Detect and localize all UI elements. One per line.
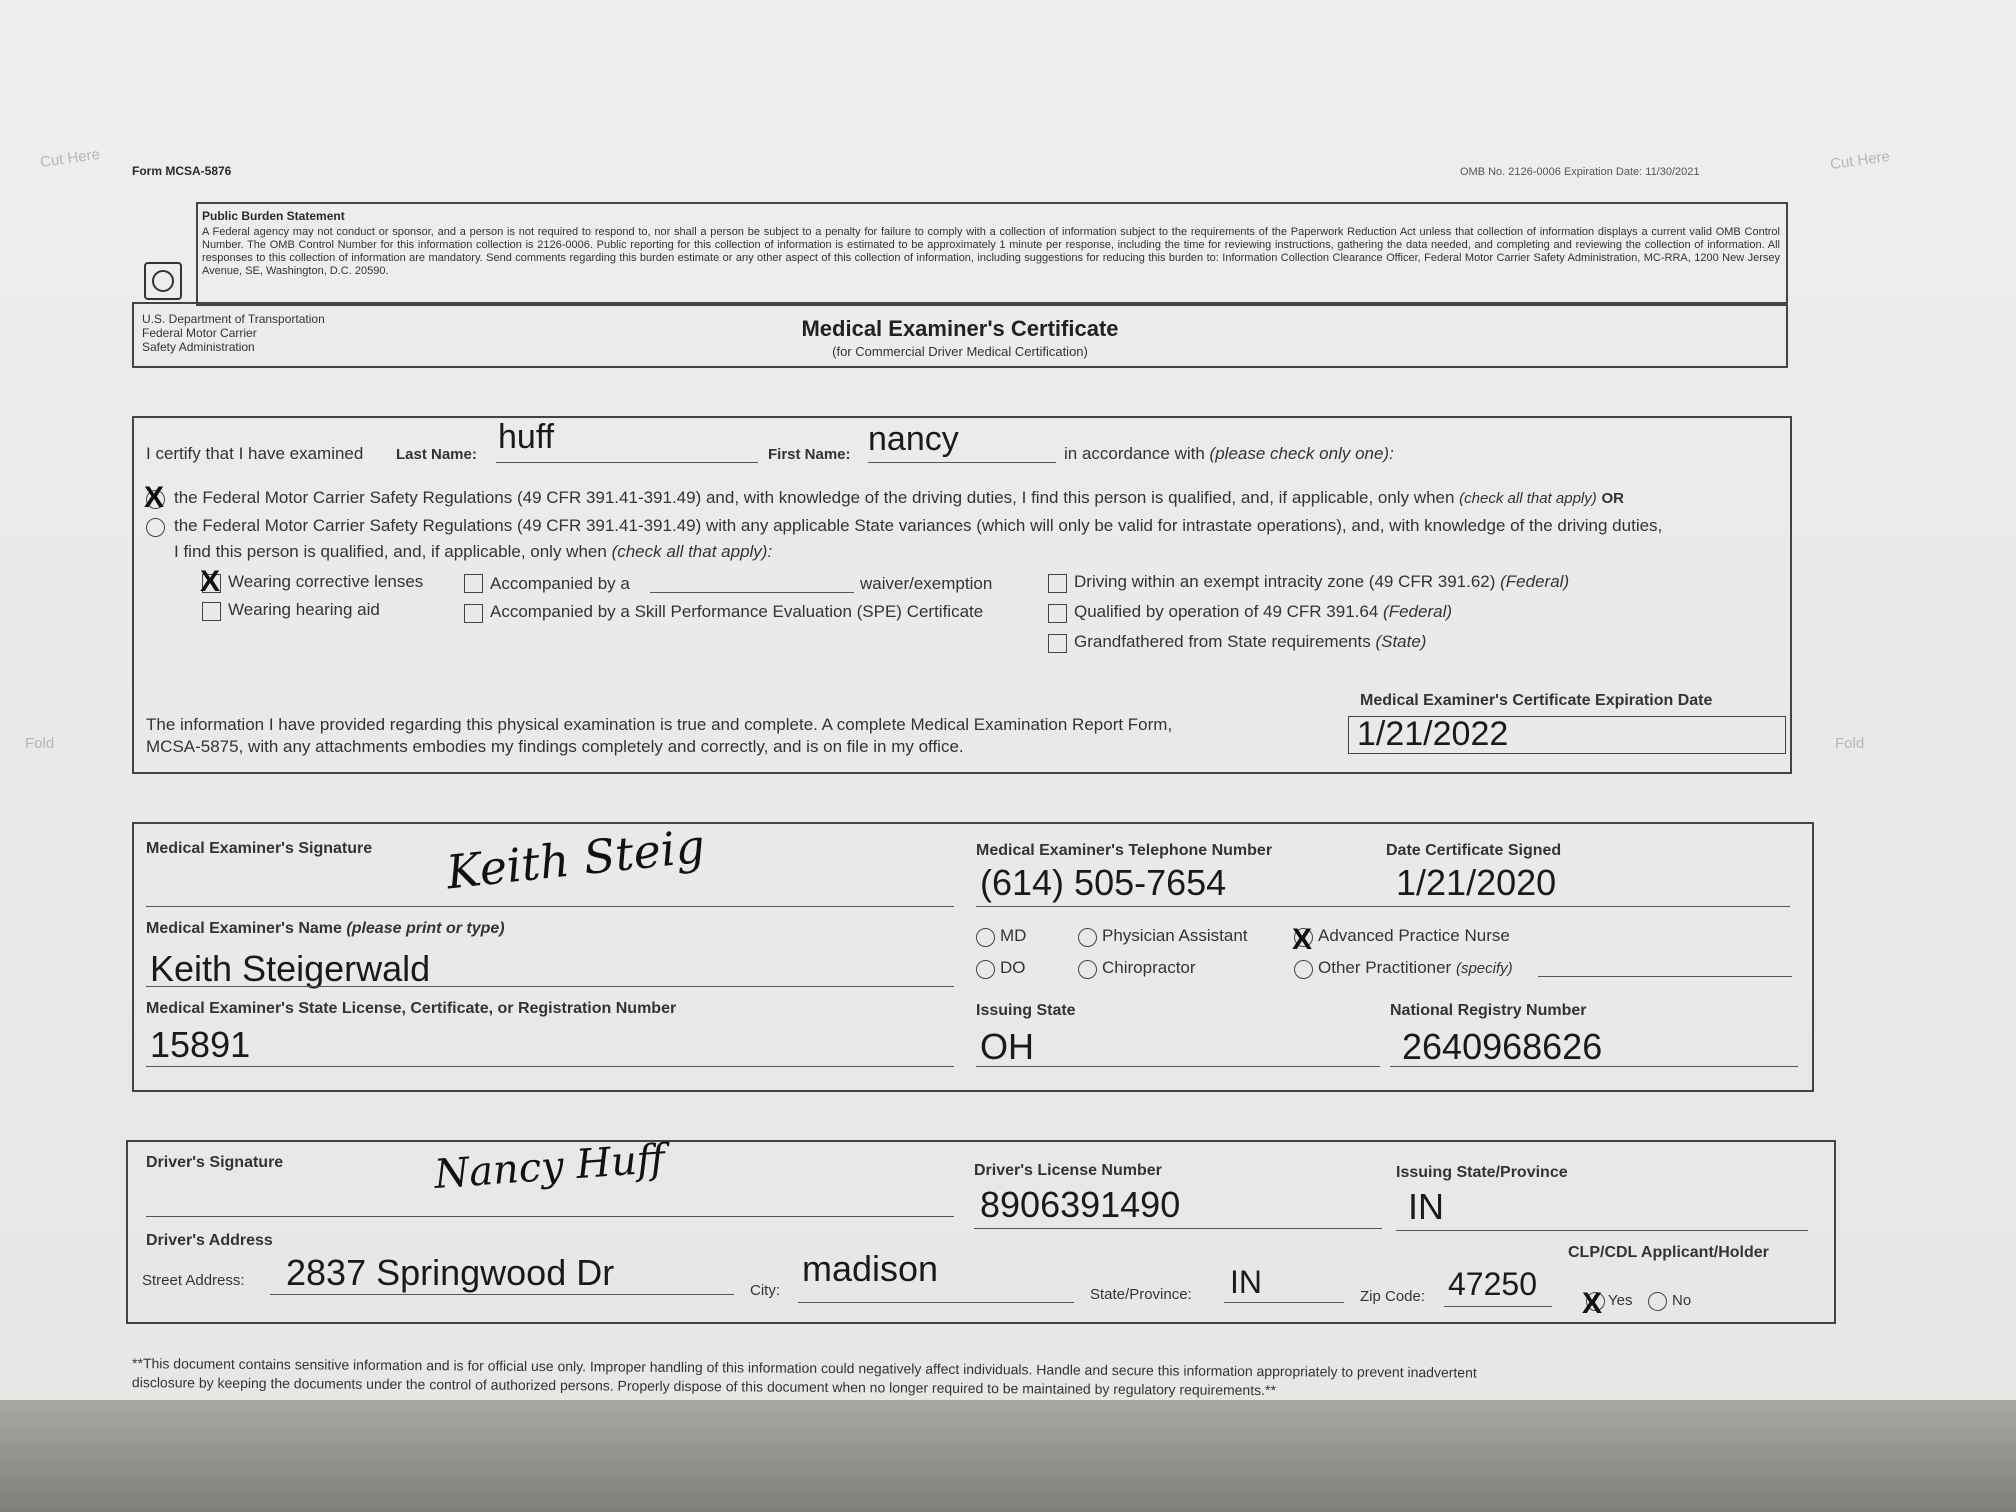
national-registry-value[interactable]: 2640968626 — [1402, 1026, 1603, 1067]
corrective-lenses-check-mark: X — [200, 565, 221, 598]
driver-address-label: Driver's Address — [146, 1232, 273, 1249]
other-practitioner-note: (specify) — [1455, 960, 1513, 977]
date-signed-label: Date Certificate Signed — [1386, 842, 1562, 859]
examiner-section — [132, 818, 1814, 1092]
zip-value[interactable]: 47250 — [1448, 1266, 1537, 1302]
certification-section — [132, 416, 1792, 774]
omb-number: OMB No. 2126-0006 Expiration Date: 11/30/2021 — [1460, 166, 1700, 178]
examiner-name-label-text: Medical Examiner's Name — [146, 920, 342, 937]
state-label: State/Province: — [1090, 1286, 1192, 1303]
operation-391-64-label: Qualified by operation of 49 CFR 391.64 — [1074, 602, 1379, 621]
first-name-value[interactable]: nancy — [868, 420, 959, 458]
examiner-license-value[interactable]: 15891 — [150, 1024, 251, 1065]
other-practitioner-radio[interactable] — [1294, 960, 1313, 979]
fold-mark-left: Fold — [25, 735, 55, 752]
clp-cdl-label: CLP/CDL Applicant/Holder — [1568, 1244, 1769, 1261]
examiner-license-label: Medical Examiner's State License, Certificate, or Registration Number — [146, 1000, 677, 1017]
driver-issuing-label: Issuing State/Province — [1396, 1164, 1568, 1181]
city-value[interactable]: madison — [802, 1248, 939, 1289]
certify-intro: I certify that I have examined — [146, 444, 364, 463]
statement — [146, 714, 1172, 758]
examiner-phone-label: Medical Examiner's Telephone Number — [976, 842, 1273, 859]
other-practitioner-text — [1318, 958, 1513, 978]
physician-assistant-label: Physician Assistant — [1102, 926, 1248, 945]
city-label: City: — [750, 1282, 780, 1299]
last-name-value[interactable]: huff — [498, 418, 555, 456]
examiner-name-value[interactable]: Keith Steigerwald — [150, 948, 431, 989]
burden-text: A Federal agency may not conduct or sponsor, and a person is not required to respond to, nor shall a person be subject to a penalty for failure to comply with a collection of information subject to the requirements of the Paperwork Reduction Act unless that collection of information displays a current valid OMB Control Number. The OMB Control Number for this information collection is 2126-0006. Public reporting for this collection of information is estimated to be approximately 1 minute per response, including the time for reviewing instructions, gathering the data needed, and completing and reviewing the collection of information. All responses to this collection of information are mandatory. Send comments regarding this burden estimate or any other aspect of this collection of information, including suggestions for reducing this burden to: Information Collection Clearance Officer, Federal Motor Carrier Safety Administration, MC-RRA, 1200 New Jersey Avenue, SE, Washington, D.C. 20590. — [202, 226, 1780, 277]
intracity-zone-text — [1074, 572, 1569, 592]
advanced-practice-nurse-label: Advanced Practice Nurse — [1318, 926, 1510, 945]
intracity-zone-note: (Federal) — [1500, 572, 1570, 591]
driver-license-value[interactable]: 8906391490 — [980, 1184, 1181, 1225]
chiropractor-label: Chiropractor — [1102, 958, 1196, 977]
issuing-state-value[interactable]: OH — [980, 1026, 1034, 1067]
grandfathered-label: Grandfathered from State requirements — [1074, 632, 1371, 651]
md-radio[interactable] — [976, 928, 995, 947]
other-practitioner-label: Other Practitioner — [1318, 958, 1452, 977]
driver-signature-label: Driver's Signature — [146, 1154, 284, 1171]
driver-section — [126, 1135, 1836, 1324]
paper-edge — [0, 1400, 2016, 1512]
expiration-date-value: 1/21/2022 — [1357, 715, 1509, 753]
option-state-label: the Federal Motor Carrier Safety Regulations (49 CFR 391.41-391.49) with any applicable State variances (which will only be valid for intrastate operations), and, with knowledge of the driving duties, — [174, 516, 1663, 535]
national-registry-label: National Registry Number — [1390, 1002, 1587, 1019]
certificate-title: Medical Examiner's Certificate — [801, 316, 1119, 341]
expiration-date-box[interactable] — [1348, 716, 1786, 754]
hearing-aid-checkbox[interactable] — [202, 602, 221, 621]
fold-mark-right: Fold — [1835, 735, 1865, 752]
zip-label: Zip Code: — [1360, 1288, 1426, 1305]
driver-signature[interactable]: Nancy Huff — [432, 1135, 667, 1199]
statement-line-2: MCSA-5875, with any attachments embodies my findings completely and correctly, and is on file in my office. — [146, 737, 964, 756]
examiner-phone-value[interactable]: (614) 505-7654 — [980, 862, 1227, 903]
advanced-practice-nurse-check-mark: X — [1292, 923, 1313, 956]
footer-line-2: disclosure by keeping the documents under the control of authorized persons. Properly dispose of this document when no longer required to be maintained by regulatory requirements.** — [131, 1374, 1277, 1399]
option-federal-note: (check all that apply) — [1459, 490, 1597, 507]
cut-mark-right: Cut Here — [1829, 147, 1891, 174]
driver-issuing-value[interactable]: IN — [1408, 1186, 1444, 1227]
waiver-blank[interactable] — [650, 592, 854, 593]
accompanied-label: Accompanied by a — [490, 574, 630, 593]
accordance-note: (please check only one): — [1209, 444, 1394, 463]
statement-line-1: The information I have provided regarding this physical examination is true and complete. A complete Medical Examination Report Form, — [146, 715, 1173, 734]
option-state-radio[interactable] — [146, 518, 165, 537]
corrective-lenses-label: Wearing corrective lenses — [228, 572, 424, 591]
title-box — [132, 302, 1788, 368]
option-federal-text — [174, 488, 1624, 508]
dot-logo — [144, 262, 182, 300]
intracity-zone-checkbox[interactable] — [1048, 574, 1067, 593]
certificate-subtitle: (for Commercial Driver Medical Certification) — [832, 344, 1088, 359]
grandfathered-note: (State) — [1375, 632, 1427, 651]
operation-391-64-text — [1074, 602, 1452, 622]
examiner-signature[interactable]: Keith Steig — [443, 818, 708, 900]
do-radio[interactable] — [976, 960, 995, 979]
street-label: Street Address: — [142, 1272, 245, 1289]
grandfathered-checkbox[interactable] — [1048, 634, 1067, 653]
burden-title: Public Burden Statement — [202, 209, 345, 223]
accompanied-waiver-checkbox[interactable] — [464, 574, 483, 593]
accordance-label: in accordance with — [1064, 444, 1205, 463]
option-state-text-2 — [174, 542, 772, 562]
footer-line-1: **This document contains sensitive information and is for official use only. Improper handling of this information could negatively affect individuals. Handle and secure this information appropriately to prevent inadvertent — [132, 1355, 1477, 1381]
spe-certificate-checkbox[interactable] — [464, 604, 483, 623]
intracity-zone-label: Driving within an exempt intracity zone (49 CFR 391.62) — [1074, 572, 1496, 591]
operation-391-64-checkbox[interactable] — [1048, 604, 1067, 623]
option-or: OR — [1601, 490, 1624, 507]
examiner-name-label — [146, 920, 505, 938]
date-signed-value[interactable]: 1/21/2020 — [1396, 862, 1557, 903]
option-state-label-2: I find this person is qualified, and, if applicable, only when — [174, 542, 607, 561]
agency-line-1: U.S. Department of Transportation — [142, 312, 325, 326]
agency-line-2: Federal Motor Carrier — [142, 326, 257, 340]
option-federal-check-mark: X — [144, 481, 165, 514]
last-name-label: Last Name: — [396, 446, 477, 463]
physician-assistant-radio[interactable] — [1078, 928, 1097, 947]
burden-box — [196, 202, 1788, 306]
street-value[interactable]: 2837 Springwood Dr — [286, 1252, 615, 1293]
driver-license-label: Driver's License Number — [974, 1162, 1162, 1179]
first-name-label: First Name: — [768, 446, 851, 463]
accordance-text — [1064, 444, 1394, 464]
md-label: MD — [1000, 926, 1027, 945]
clp-yes-label: Yes — [1608, 1292, 1633, 1309]
cut-mark-left: Cut Here — [39, 145, 101, 172]
hearing-aid-label: Wearing hearing aid — [228, 600, 380, 619]
examiner-name-label-note: (please print or type) — [346, 920, 505, 937]
spe-certificate-label: Accompanied by a Skill Performance Evaluation (SPE) Certificate — [490, 602, 984, 621]
expiration-date-label: Medical Examiner's Certificate Expiration Date — [1360, 692, 1713, 709]
agency-line-3: Safety Administration — [142, 340, 255, 354]
issuing-state-label: Issuing State — [976, 1002, 1076, 1019]
do-label: DO — [1000, 958, 1026, 977]
examiner-signature-label: Medical Examiner's Signature — [146, 840, 373, 857]
option-federal-label: the Federal Motor Carrier Safety Regulations (49 CFR 391.41-391.49) and, with knowledge of the driving duties, I find this person is qualified, and, if applicable, only when — [174, 488, 1455, 507]
clp-no-radio[interactable] — [1648, 1292, 1667, 1311]
option-state-note: (check all that apply): — [611, 542, 773, 561]
other-practitioner-blank[interactable] — [1538, 976, 1792, 977]
waiver-label: waiver/exemption — [860, 574, 993, 593]
grandfathered-text — [1074, 632, 1426, 652]
operation-391-64-note: (Federal) — [1383, 602, 1453, 621]
clp-no-label: No — [1672, 1292, 1692, 1309]
clp-yes-check-mark: X — [1582, 1287, 1603, 1320]
form-id: Form MCSA-5876 — [132, 164, 232, 178]
state-value[interactable]: IN — [1230, 1264, 1262, 1300]
chiropractor-radio[interactable] — [1078, 960, 1097, 979]
